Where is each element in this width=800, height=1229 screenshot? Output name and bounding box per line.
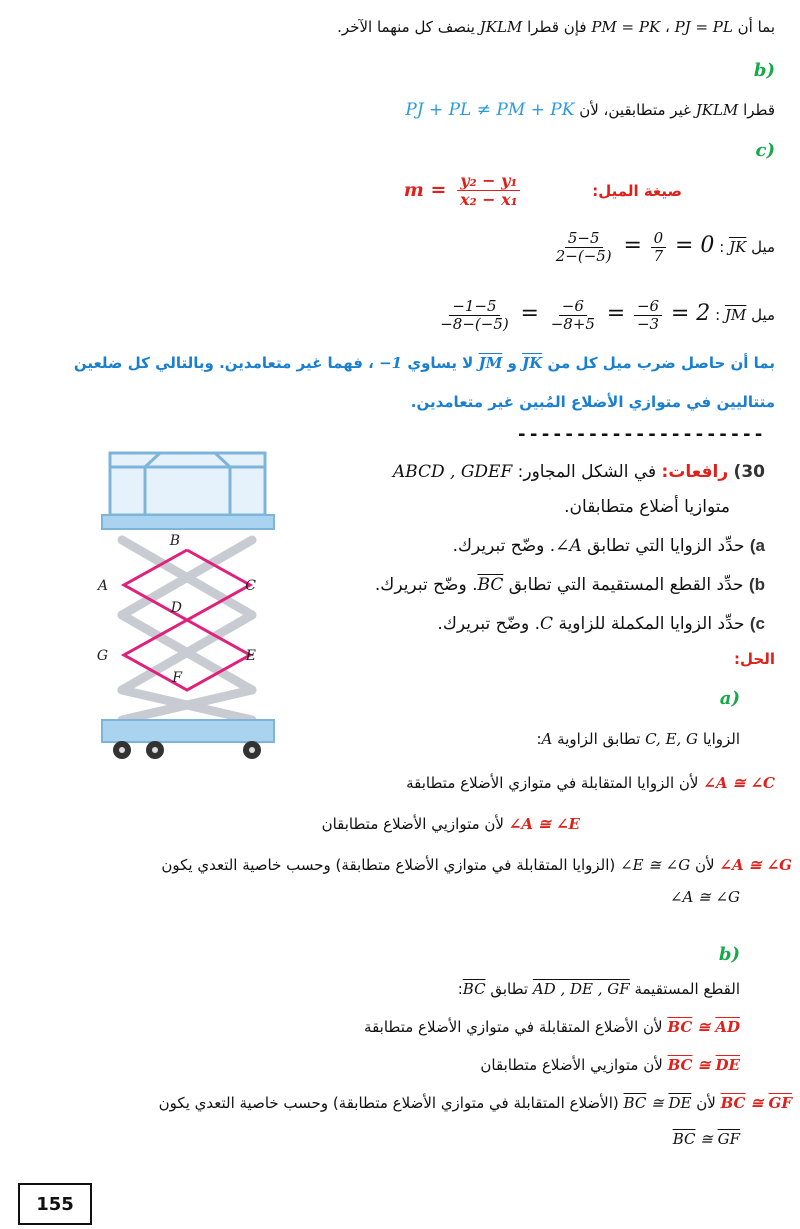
line-jk: $\overline{JK}$ [522, 354, 543, 372]
part-b-heading [25, 60, 775, 81]
congruence [668, 1056, 740, 1074]
solution-b-1 [25, 1018, 740, 1036]
text: بما أن [737, 18, 775, 36]
text: لا يساوي [407, 354, 474, 372]
line-jm: $\overline{JM}$ [724, 305, 747, 324]
slope-fraction [457, 172, 521, 210]
platform-deck [102, 515, 274, 529]
line-jm: $\overline{JM}$ [478, 354, 503, 372]
label-b: B [169, 533, 180, 549]
segment: $\overline{BC}$ [720, 1094, 746, 1112]
text: حدِّد القطع المستقيمة التي تطابق [508, 575, 744, 595]
angle: ∠A [555, 536, 582, 556]
numerator: −6 [559, 298, 587, 316]
cong-symbol: ≅ [750, 1094, 764, 1112]
label-e: E [245, 648, 256, 664]
numerator: y₂ − y₁ [457, 172, 520, 191]
part-b-text [25, 100, 775, 120]
segment: $\overline{DE}$ [668, 1094, 692, 1112]
text: (الزوايا المتقابلة في متوازي الأضلاع متطابقة) وحسب خاصية التعدي يكون [161, 856, 616, 874]
result: = 0 [675, 232, 715, 258]
segment: $\overline{BC}$ [667, 1056, 693, 1074]
equals: = [520, 300, 539, 326]
cong-symbol: ≅ [697, 1056, 711, 1074]
segment-bc: $\overline{BC}$ [462, 980, 486, 998]
solution-b-intro [25, 980, 740, 998]
slope-jk-line [25, 230, 775, 266]
segment: $\overline{BC}$ [667, 1018, 693, 1036]
text: . وضّح تبريرك. [437, 614, 541, 634]
congruence [624, 1094, 692, 1112]
segment: $\overline{DE}$ [715, 1056, 740, 1074]
denominator: −8−(−5) [440, 315, 509, 334]
part-letter: a) [749, 536, 765, 555]
text: ينصف كل منهما الآخر. [337, 18, 475, 36]
solution-part-b-letter [25, 944, 740, 965]
solution-heading: الحل: [734, 650, 775, 668]
denominator: 7 [653, 247, 664, 266]
text: بما أن حاصل ضرب ميل كل من [547, 354, 775, 372]
angle-a: A [541, 730, 553, 748]
line-jk: $\overline{JK}$ [729, 237, 747, 256]
equals: = [623, 232, 642, 258]
inequality: PJ + PL ≠ PM + PK [405, 100, 575, 120]
text: لأن الأضلاع المتقابلة في متوازي الأضلاع متطابقة [364, 1018, 663, 1036]
solution-a-3 [25, 856, 792, 874]
congruence: ∠A ≅ ∠G [669, 888, 740, 906]
slope-formula-line [25, 172, 682, 210]
text: لأن متوازيي الأضلاع متطابقان [321, 815, 504, 833]
cong-symbol: ≅ [651, 1094, 664, 1112]
shape-names: ABCD , GDEF [392, 462, 513, 482]
cong-symbol: ≅ [700, 1130, 713, 1148]
fraction [634, 298, 662, 334]
conclusion-line-1 [25, 354, 775, 372]
fraction [651, 230, 667, 266]
text: في الشكل المجاور: [517, 462, 657, 482]
solution-a-final [25, 888, 740, 906]
slope-label: صيغة الميل: [592, 181, 682, 200]
question-label: رافعات: [661, 462, 729, 482]
fraction [437, 298, 512, 334]
denominator: −8+5 [550, 315, 595, 334]
denominator: 2−(−5) [555, 247, 612, 266]
numerator: 5−5 [565, 230, 603, 248]
denominator: x₂ − x₁ [460, 190, 518, 210]
segments: AD , DE , GF [532, 980, 630, 998]
part-letter: b) [748, 575, 765, 594]
minus-one: −1 [379, 354, 403, 372]
text: تطابق الزاوية [557, 730, 641, 748]
label-g: G [96, 648, 108, 664]
text: قطرا [743, 101, 775, 119]
page-number: 155 [18, 1183, 92, 1225]
congruence [673, 1130, 740, 1148]
text: ميل [751, 237, 775, 256]
text: غير متطابقين، لأن [579, 101, 691, 119]
text: . وضّح تبريرك. [452, 536, 556, 556]
slope-formula [404, 172, 525, 210]
colon: : [719, 237, 725, 256]
text: تطابق [490, 980, 529, 998]
slope-m: m = [403, 178, 447, 201]
segment: $\overline{GF}$ [717, 1130, 740, 1148]
shape-name: JKLM [695, 101, 739, 119]
parallelogram-lines [124, 550, 250, 690]
segment: $\overline{BC}$ [477, 575, 504, 595]
part-letter: (a [719, 688, 740, 709]
equation: PJ = PL [674, 18, 733, 36]
text: متتاليين في متوازي الأضلاع المُبين غير متعامدين. [410, 393, 775, 411]
colon: : [536, 730, 542, 748]
label-f: F [172, 670, 182, 686]
text: لأن الزوايا المتقابلة في متوازي الأضلاع متطابقة [406, 774, 699, 792]
part-c-heading [25, 140, 775, 161]
solution-b-3 [25, 1094, 792, 1112]
part-letter: (c [755, 140, 775, 161]
text: القطع المستقيمة [634, 980, 740, 998]
slope-jm-line [25, 298, 775, 334]
congruence: ∠A ≅ ∠G [719, 856, 792, 874]
solution-b-2 [25, 1056, 740, 1074]
segment: $\overline{BC}$ [672, 1130, 696, 1148]
congruence: ∠E ≅ ∠G [620, 856, 691, 874]
solution-a-1 [25, 774, 775, 792]
denominator: −3 [636, 315, 660, 334]
congruence [667, 1018, 740, 1036]
colon: : [715, 305, 721, 324]
colon: : [457, 980, 463, 998]
solution-a-intro [25, 730, 740, 748]
equation: PM = PK [591, 18, 661, 36]
text: الزوايا [702, 730, 740, 748]
segment: $\overline{BC}$ [623, 1094, 647, 1112]
segment: $\overline{GF}$ [768, 1094, 792, 1112]
cong-symbol: ≅ [697, 1018, 711, 1036]
equals: = [606, 300, 626, 326]
fraction [548, 298, 598, 334]
part-letter: c) [749, 614, 765, 633]
text: ميل [751, 305, 775, 324]
congruence: ∠A ≅ ∠C [703, 774, 775, 792]
text: . وضّح تبريرك. [374, 575, 478, 595]
label-c: C [245, 578, 256, 594]
solution-b-final [25, 1130, 740, 1148]
text: لأن متوازيي الأضلاع متطابقان [480, 1056, 663, 1074]
part-letter: (b [753, 60, 775, 81]
shape-name: JKLM [479, 18, 523, 36]
numerator: −1−5 [449, 298, 499, 316]
question-number: 30) [733, 462, 765, 482]
result: = 2 [670, 300, 711, 326]
text: حدِّد الزوايا المكملة للزاوية [558, 614, 745, 634]
scissor-lift-figure [96, 445, 280, 765]
text: فإن قطرا [527, 18, 587, 36]
congruence [721, 1094, 792, 1112]
text: (الأضلاع المتقابلة في متوازي الأضلاع متطابقة) وحسب خاصية التعدي يكون [158, 1094, 619, 1112]
intro-line [25, 18, 775, 36]
jm-computation [433, 298, 710, 334]
angles: C, E, G [645, 730, 699, 748]
text: حدِّد الزوايا التي تطابق [587, 536, 745, 556]
jk-computation [549, 230, 715, 266]
label-a: A [97, 578, 108, 594]
solution-a-2 [25, 815, 580, 833]
label-d: D [170, 600, 182, 616]
segment: $\overline{AD}$ [715, 1018, 740, 1036]
text: و [507, 354, 517, 372]
part-letter: (b [718, 944, 740, 965]
platform-railing [110, 453, 265, 515]
solution-part-a-letter [25, 688, 740, 709]
angle: C [540, 614, 554, 634]
fraction [553, 230, 615, 266]
text: لأن [696, 1094, 716, 1112]
conclusion-line-2 [25, 393, 775, 411]
separator-dashes: --------------------- [516, 424, 765, 445]
text: لأن [695, 856, 715, 874]
text: ، فهما غير متعامدين. وبالتالي كل ضلعين [73, 354, 374, 372]
congruence: ∠A ≅ ∠E [508, 815, 580, 833]
separator-comma: ، [664, 18, 670, 36]
numerator: −6 [634, 298, 662, 316]
numerator: 0 [651, 230, 667, 248]
text: متوازيا أضلاع متطابقان. [564, 497, 730, 517]
